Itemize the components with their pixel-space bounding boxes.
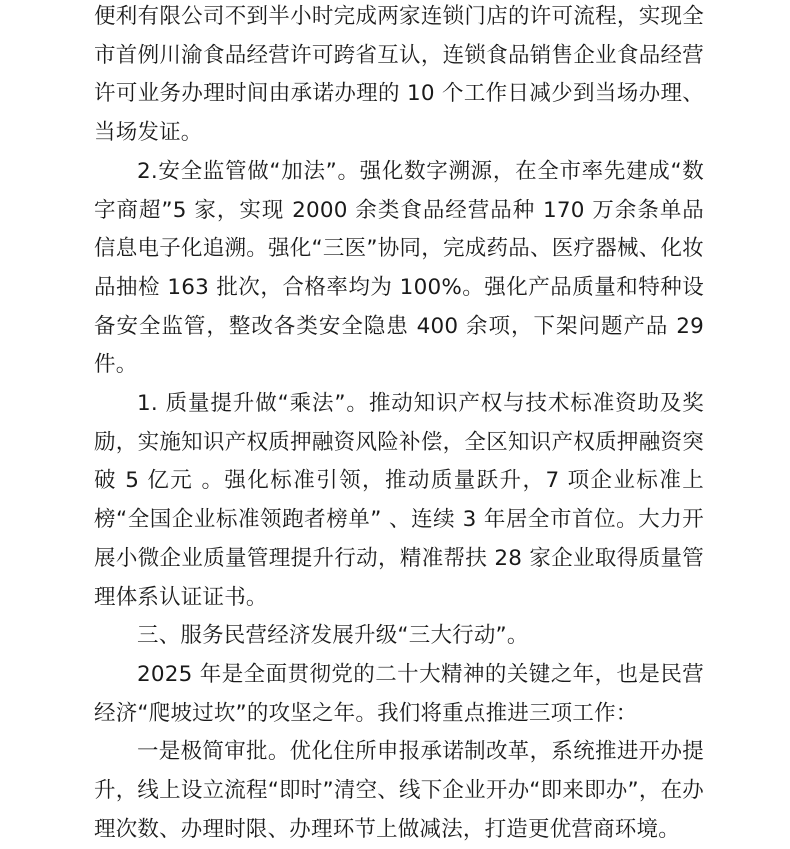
- paragraph-quality-improvement: 1. 质量提升做“乘法”。推动知识产权与技术标准资助及奖励，实施知识产权质押融资风险补偿，全区知识产权质押融资突破 5 亿元 。强化标准引领，推动质量跃升，7 项企业标准上榜“全国企业标准领跑者榜单” 、连续 3 年居全市首位。大力开展小微企业质量管理提升行动，精准帮扶 28 家企业取得质量管理体系认证证书。: [94, 391, 704, 610]
- paragraph-continued-intro: 便利有限公司不到半小时完成两家连锁门店的许可流程，实现全市首例川渝食品经营许可跨省互认，连锁食品销售企业食品经营许可业务办理时间由承诺办理的 10 个工作日减少到当场办理、当场发证。: [94, 4, 704, 146]
- paragraph-2025-outlook: 2025 年是全面贯彻党的二十大精神的关键之年，也是民营经济“爬坡过坎”的攻坚之年。我们将重点推进三项工作：: [94, 661, 704, 726]
- section-heading-private-economy: 三、服务民营经济发展升级“三大行动”。: [137, 623, 529, 649]
- paragraph-safety-supervision: 2.安全监管做“加法”。强化数字溯源，在全市率先建成“数字商超”5 家，实现 2000 余类食品经营品种 170 万余条单品信息电子化追溯。强化“三医”协同，完成药品、医疗器械、化妆品抽检 163 批次，合格率均为 100%。强化产品质量和特种设备安全监管，整改各类安全隐患 400 余项，下架问题产品 29 件。: [94, 158, 704, 378]
- document-body: [94, 0, 704, 849]
- paragraph-simplified-approval: 一是极简审批。优化住所申报承诺制改革，系统推进开办提升，线上设立流程“即时”清空、线下企业开办“即来即办”，在办理次数、办理时限、办理环节上做减法，打造更优营商环境。: [94, 739, 704, 842]
